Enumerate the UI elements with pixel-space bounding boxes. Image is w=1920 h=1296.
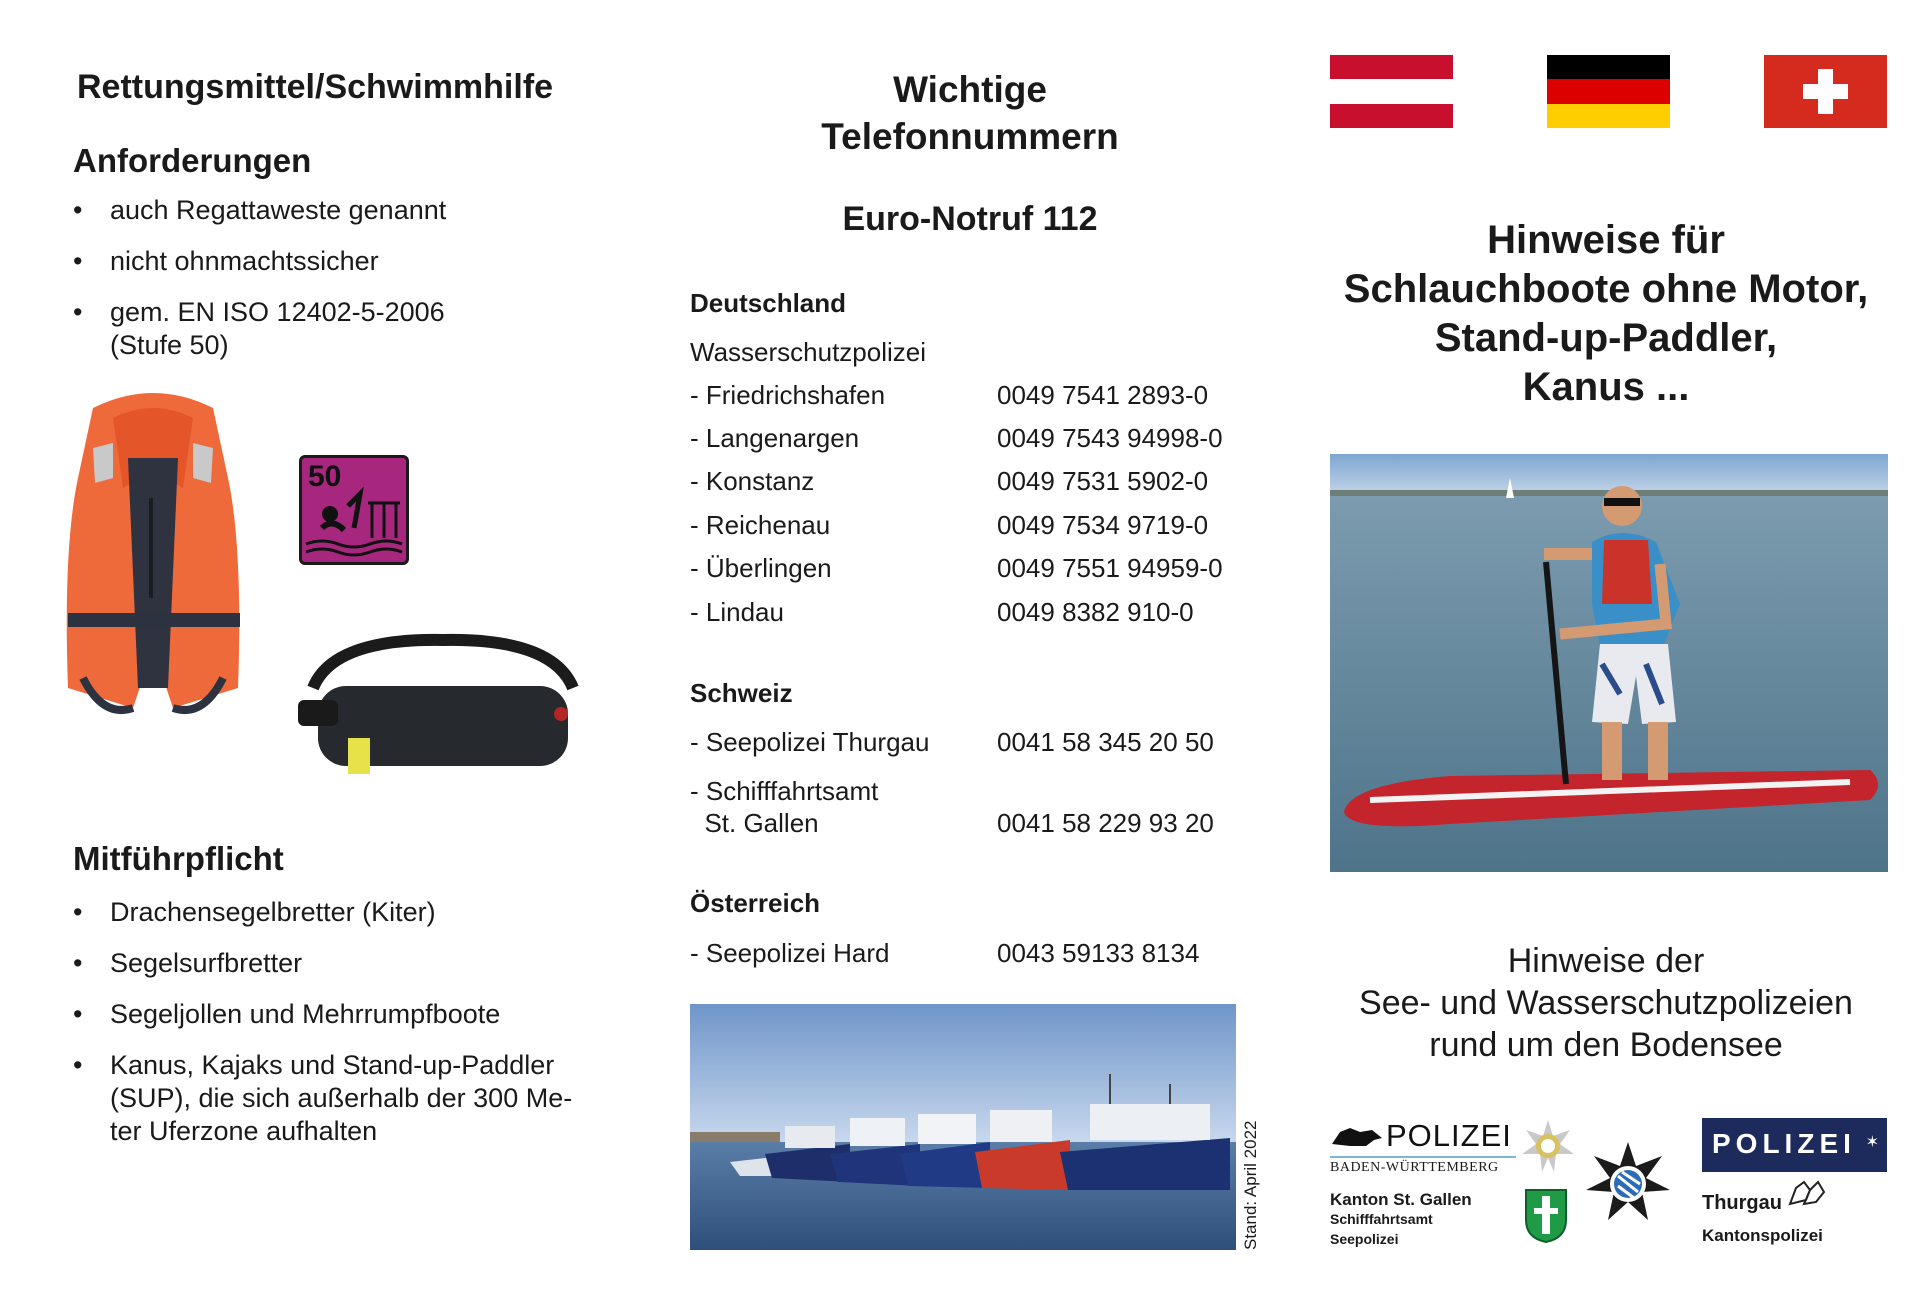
phone-entry: - Konstanz 0049 7531 5902-0 [690, 466, 1209, 496]
life-jacket-image [53, 388, 253, 728]
switzerland-flag-icon [1764, 55, 1887, 128]
bullet-icon: • [73, 297, 83, 327]
austria-flag-icon [1330, 55, 1453, 128]
bullet-icon: • [73, 195, 83, 225]
baden-wuerttemberg-police-logo [1330, 1118, 1520, 1186]
phone-entry: - Reichenau 0049 7534 9719-0 [690, 510, 1209, 540]
switzerland-heading: Schweiz [690, 678, 793, 708]
water-police-label: Wasserschutzpolizei [690, 337, 927, 367]
thurgau-lions-icon [1786, 1174, 1826, 1212]
bw-divider [1330, 1156, 1516, 1158]
st-gallen-coat-of-arms-icon [1524, 1188, 1568, 1244]
phone-entry: - Friedrichshafen 0049 7541 2893-0 [690, 380, 1209, 410]
sg-canton-label: Kanton St. Gallen [1330, 1190, 1472, 1209]
list-item: • Drachensegelbretter (Kiter) [73, 897, 436, 927]
germany-heading: Deutschland [690, 288, 847, 318]
tg-crest-icon: ✶ [1865, 1134, 1879, 1151]
bullet-icon: • [73, 1050, 83, 1080]
bullet-icon: • [73, 897, 83, 927]
austria-heading: Österreich [690, 888, 821, 918]
phone-entry: St. Gallen 0041 58 229 93 20 [690, 808, 1214, 838]
bullet-icon: • [73, 246, 83, 276]
category-50-badge [299, 455, 409, 565]
tg-polizei-label: POLIZEI [1712, 1128, 1856, 1159]
police-star-badge-icon [1520, 1118, 1576, 1174]
sg-office-label: Schifffahrtsamt [1330, 1211, 1433, 1227]
photo-date-caption: Stand: April 2022 [1241, 1120, 1260, 1250]
thurgau-police-banner [1702, 1118, 1887, 1172]
swimmer-icon [302, 458, 406, 562]
panel-title: Rettungsmittel/Schwimmhilfe [77, 68, 554, 106]
list-item: • nicht ohnmachtssicher [73, 246, 379, 276]
bw-polizei-label: POLIZEI [1386, 1118, 1512, 1153]
bw-state-label: BADEN-WÜRTTEMBERG [1330, 1160, 1499, 1175]
bullet-icon: • [73, 948, 83, 978]
badge-number: 50 [308, 460, 342, 493]
lion-emblem-icon [1330, 1124, 1384, 1150]
bullet-icon: • [73, 999, 83, 1029]
euro-emergency-number: Euro-Notruf 112 [842, 200, 1098, 238]
tg-cantonal-police-label: Kantonspolizei [1702, 1226, 1823, 1245]
list-item: • Segelsurfbretter [73, 948, 303, 978]
list-item: • gem. EN ISO 12402-5-2006 (Stufe 50) [73, 297, 445, 360]
requirements-heading: Anforderungen [73, 142, 312, 179]
phone-entry: - Überlingen 0049 7551 94959-0 [690, 553, 1223, 583]
phone-entry: - Schifffahrtsamt [690, 776, 879, 806]
phone-entry: - Langenargen 0049 7543 94998-0 [690, 423, 1223, 453]
tg-canton-label: Thurgau [1702, 1192, 1782, 1214]
obligation-heading: Mitführpflicht [73, 840, 284, 877]
phone-title: Wichtige Telefonnummern [821, 69, 1119, 157]
requirements-list [73, 194, 593, 380]
germany-flag-icon [1547, 55, 1670, 128]
phone-entry: - Seepolizei Thurgau 0041 58 345 20 50 [690, 727, 1214, 757]
stand-up-paddler-photo [1330, 454, 1888, 872]
sg-police-label: Seepolizei [1330, 1231, 1399, 1247]
cover-tagline: Hinweise der See- und Wasserschutzpolizeien rund um den Bodensee [1359, 942, 1853, 1064]
phone-entry: - Seepolizei Hard 0043 59133 8134 [690, 938, 1200, 968]
list-item: • Kanus, Kajaks und Stand-up-Paddler (SUP), die sich außerhalb der 300 Me- ter Uferzone aufhalten [73, 1050, 573, 1146]
bavarian-police-star-icon [1584, 1140, 1672, 1228]
list-item: • auch Regattaweste genannt [73, 195, 447, 225]
belt-pack-image [293, 628, 593, 788]
phone-entry: - Lindau 0049 8382 910-0 [690, 597, 1194, 627]
police-boats-photo [690, 1004, 1236, 1250]
cover-title: Hinweise für Schlauchboote ohne Motor, Stand-up-Paddler, Kanus ... [1343, 218, 1869, 409]
obligation-list [73, 896, 593, 1166]
list-item: • Segeljollen und Mehrrumpfboote [73, 999, 501, 1029]
